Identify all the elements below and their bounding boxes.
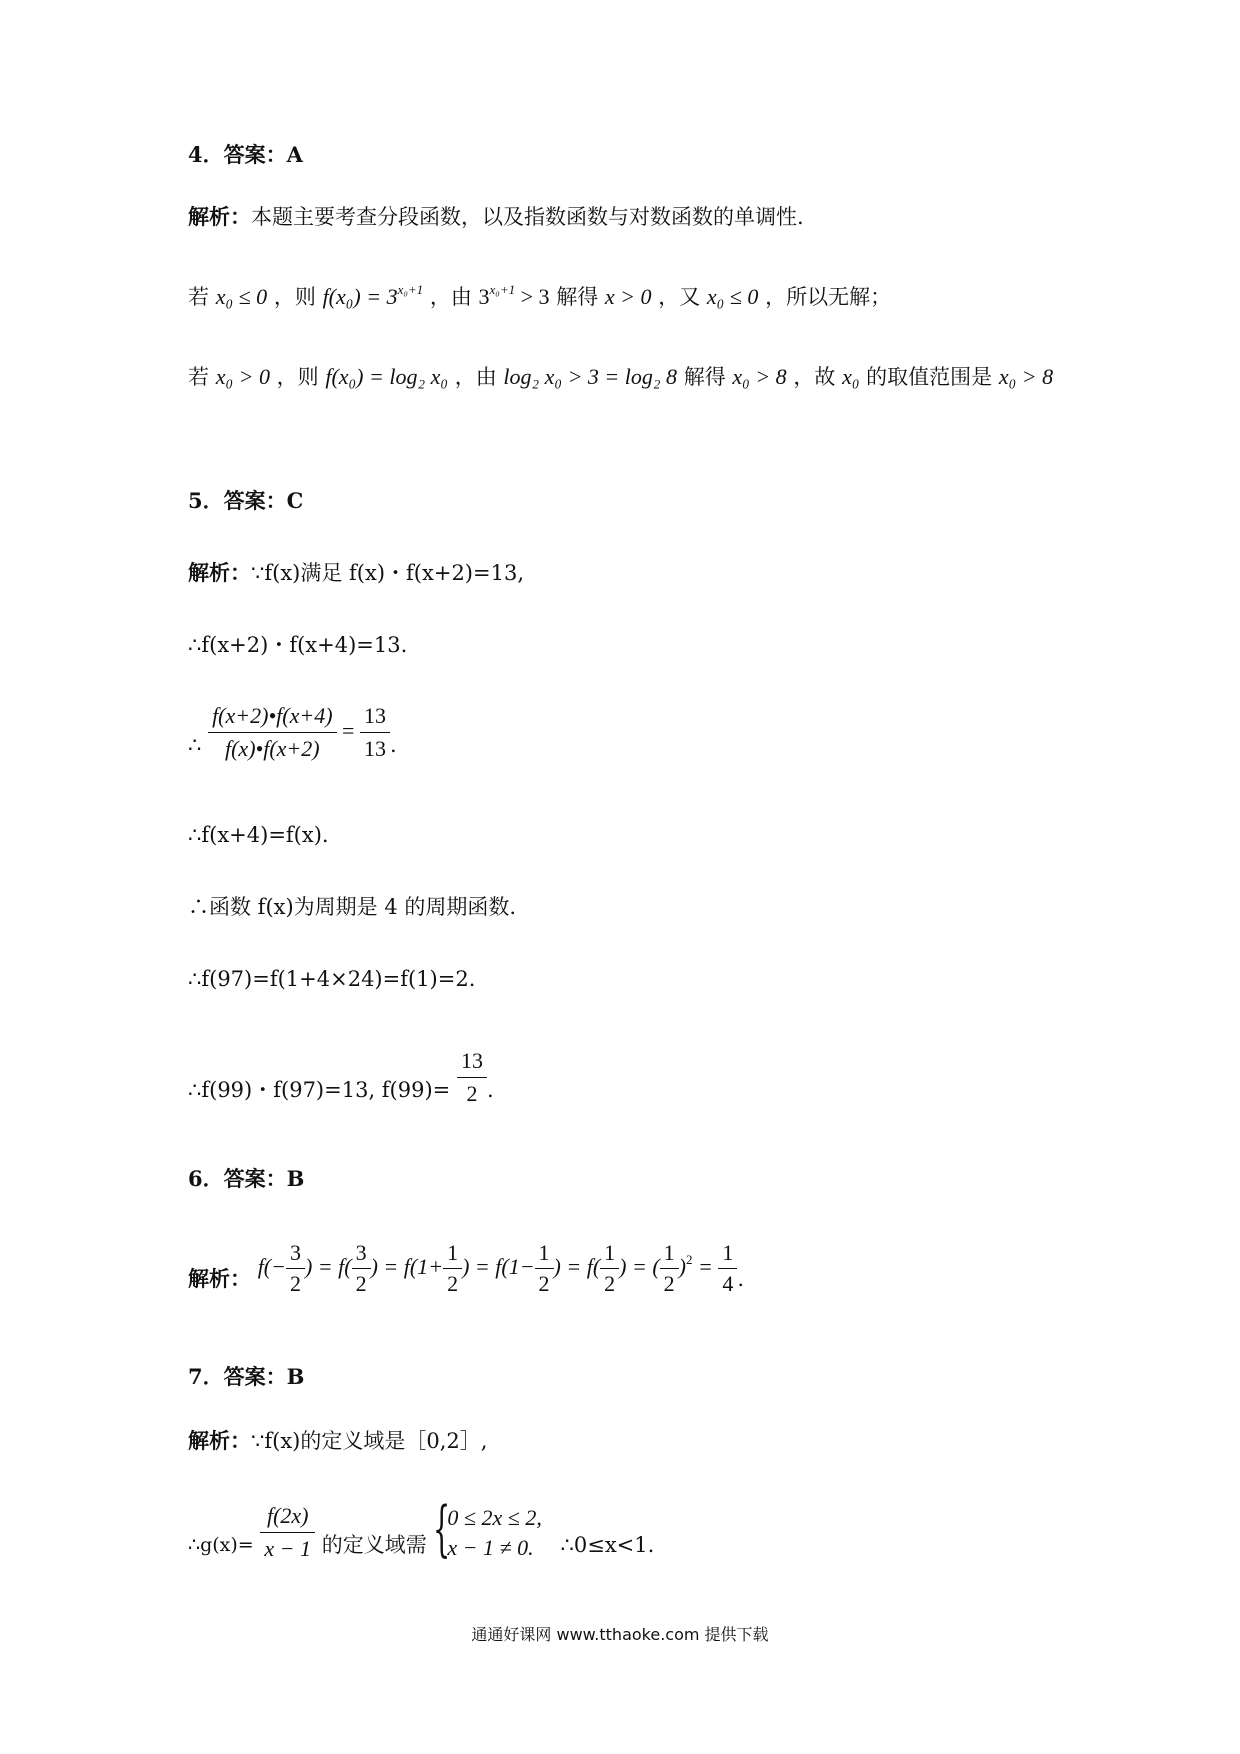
q5-line6: ∴f(97)=f(1+4×24)=f(1)=2. bbox=[188, 967, 476, 991]
math-superscript: x₀+1 bbox=[489, 282, 516, 297]
q4-line1 bbox=[188, 282, 891, 315]
text-fragment: ，又 bbox=[658, 285, 701, 309]
q7-line2 bbox=[188, 1493, 655, 1565]
math-fragment: 3 bbox=[478, 284, 490, 309]
q7-analysis-label: 解析： bbox=[188, 1428, 251, 1453]
q7-line1 bbox=[188, 1426, 487, 1456]
math-fragment: x₀ > 0 bbox=[215, 364, 270, 389]
q7-line2-conclusion: ∴0≤x<1. bbox=[560, 1533, 655, 1557]
fraction bbox=[600, 1238, 619, 1299]
q5-line1-text: ∵f(x)满足 f(x)・f(x+2)=13, bbox=[251, 561, 524, 585]
q5-line5: ∴函数 f(x)为周期是 4 的周期函数. bbox=[188, 895, 517, 919]
fraction bbox=[443, 1238, 462, 1299]
text-fragment: ，由 bbox=[454, 365, 497, 389]
q4-analysis-text: 本题主要考查分段函数，以及指数函数与对数函数的单调性. bbox=[251, 205, 804, 229]
fraction-denominator: 2 bbox=[443, 1268, 462, 1299]
fraction-numerator: 1 bbox=[604, 1240, 616, 1265]
q7-heading: 7．答案：B bbox=[188, 1364, 305, 1389]
text-fragment: 解得 bbox=[683, 365, 726, 389]
equals-sign: = bbox=[336, 718, 360, 743]
fraction bbox=[718, 1238, 737, 1299]
fraction-denominator: x − 1 bbox=[260, 1532, 315, 1565]
system-of-inequalities bbox=[433, 1493, 542, 1564]
q5-line3 bbox=[188, 700, 397, 765]
q5-analysis-label: 解析： bbox=[188, 560, 251, 585]
fraction-denominator: 4 bbox=[718, 1268, 737, 1299]
fraction-numerator: 3 bbox=[355, 1240, 367, 1265]
math-fragment: x₀ > 8 bbox=[998, 364, 1054, 389]
math-fragment: x₀ bbox=[842, 364, 860, 389]
math-fragment: log₂ x₀ > 3 = log₂ 8 bbox=[503, 364, 678, 389]
fraction bbox=[535, 1238, 554, 1299]
fraction-numerator: 3 bbox=[289, 1240, 301, 1265]
math-fragment: = bbox=[692, 1254, 719, 1279]
fraction-numerator: f(x+2)•f(x+4) bbox=[212, 703, 333, 728]
q5-line7 bbox=[188, 1045, 494, 1110]
fraction-numerator: 1 bbox=[538, 1240, 550, 1265]
fraction bbox=[286, 1238, 305, 1299]
math-superscript: x₀+1 bbox=[397, 282, 424, 297]
math-fragment: f(x₀) = 3 bbox=[322, 284, 398, 309]
q5-line2: ∴f(x+2)・f(x+4)=13. bbox=[188, 633, 408, 657]
text-fragment: ，则 bbox=[276, 365, 319, 389]
q4-analysis bbox=[188, 202, 804, 232]
fraction bbox=[352, 1238, 371, 1299]
fraction-numerator: f(2x) bbox=[266, 1503, 309, 1528]
fraction-denominator: 13 bbox=[360, 732, 390, 765]
q4-line2 bbox=[188, 362, 1053, 392]
math-fragment: ) bbox=[678, 1254, 686, 1279]
q7-line2-prefix: ∴g(x)= bbox=[188, 1534, 254, 1556]
fraction-denominator: 2 bbox=[600, 1268, 619, 1299]
text-fragment: ，故 bbox=[793, 365, 836, 389]
math-superscript: 2 bbox=[686, 1252, 693, 1267]
page-footer: 通通好课网 www.tthaoke.com 提供下载 bbox=[471, 1625, 769, 1644]
fraction bbox=[457, 1045, 487, 1110]
fraction-numerator: 1 bbox=[663, 1240, 675, 1265]
q4-analysis-label: 解析： bbox=[188, 204, 251, 229]
fraction-denominator: 2 bbox=[286, 1268, 305, 1299]
text-fragment: 若 bbox=[188, 365, 209, 389]
fraction-numerator: 1 bbox=[722, 1240, 734, 1265]
math-fragment: ) = ( bbox=[619, 1254, 660, 1279]
q7-line1-text: ∵f(x)的定义域是［0,2］, bbox=[251, 1429, 488, 1453]
math-fragment: ) = f(1+ bbox=[370, 1254, 444, 1279]
math-fragment: x₀ ≤ 0 bbox=[706, 284, 759, 309]
math-fragment: ) = f( bbox=[553, 1254, 601, 1279]
fraction-numerator: 13 bbox=[363, 703, 386, 728]
system-row: 0 ≤ 2x ≤ 2, bbox=[447, 1504, 542, 1530]
system-row: x − 1 ≠ 0. bbox=[447, 1534, 534, 1560]
fraction-numerator: 13 bbox=[460, 1048, 483, 1073]
q5-line4: ∴f(x+4)=f(x). bbox=[188, 823, 329, 847]
math-fragment: ) = f( bbox=[304, 1254, 352, 1279]
text-fragment: 的取值范围是 bbox=[866, 365, 993, 389]
fraction bbox=[260, 1500, 315, 1565]
fraction bbox=[208, 700, 336, 765]
q7-line2-middle: 的定义域需 bbox=[321, 1533, 427, 1557]
math-fragment: x₀ ≤ 0 bbox=[215, 284, 268, 309]
math-fragment: ) = f(1− bbox=[462, 1254, 535, 1279]
math-fragment: f(− bbox=[257, 1254, 286, 1279]
left-brace: { bbox=[433, 1493, 451, 1564]
fraction-denominator: 2 bbox=[352, 1268, 371, 1299]
therefore-symbol: ∴ bbox=[188, 733, 202, 757]
q5-line1 bbox=[188, 558, 524, 588]
math-fragment: > 3 bbox=[515, 284, 550, 309]
period: . bbox=[737, 1267, 745, 1291]
text-fragment: ，则 bbox=[273, 285, 316, 309]
q5-heading: 5．答案：C bbox=[188, 488, 304, 513]
fraction-denominator: f(x)•f(x+2) bbox=[208, 732, 336, 765]
fraction bbox=[360, 700, 390, 765]
q5-line7-text: ∴f(99)・f(97)=13, f(99)= bbox=[188, 1078, 451, 1102]
fraction-denominator: 2 bbox=[457, 1077, 487, 1110]
fraction-denominator: 2 bbox=[660, 1268, 679, 1299]
q4-heading: 4．答案：A bbox=[188, 142, 303, 167]
math-fragment: f(x₀) = log₂ x₀ bbox=[325, 364, 449, 389]
q6-equation-line bbox=[188, 1238, 744, 1299]
q6-heading: 6．答案：B bbox=[188, 1166, 305, 1191]
fraction bbox=[660, 1238, 679, 1299]
math-fragment: x > 0 bbox=[604, 284, 652, 309]
period: . bbox=[486, 1078, 494, 1102]
q6-analysis-label: 解析： bbox=[188, 1266, 251, 1291]
math-fragment: x₀ > 8 bbox=[732, 364, 787, 389]
text-fragment: 解得 bbox=[556, 285, 599, 309]
period: . bbox=[389, 733, 397, 757]
fraction-denominator: 2 bbox=[535, 1268, 554, 1299]
fraction-numerator: 1 bbox=[447, 1240, 459, 1265]
text-fragment: 若 bbox=[188, 285, 209, 309]
text-fragment: ，所以无解； bbox=[765, 285, 892, 309]
text-fragment: ，由 bbox=[429, 285, 472, 309]
